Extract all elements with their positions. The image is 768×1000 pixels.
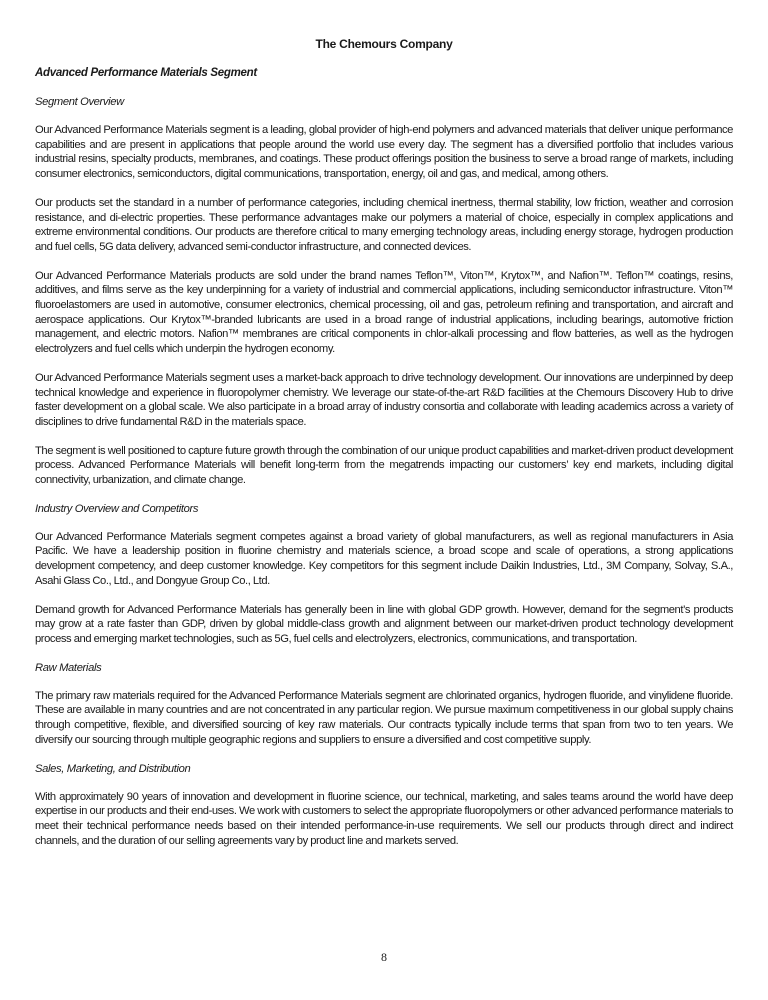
paragraph: The segment is well positioned to capture future growth through the combination of our unique product capabilities and market-driven product development process. Advanced Performance Materials will benefit long-term from the megatrends impacting our customers’ key end markets, including digital connectivity, urbanization, and climate change. [35, 444, 733, 487]
section-sales-marketing [35, 762, 733, 849]
paragraph: With approximately 90 years of innovation and development in fluorine science, our technical, marketing, and sales teams around the world have deep expertise in our products and their end-uses. We work with customers to select the appropriate fluoropolymers or other advanced performance materials to meet their technical performance needs based on their intended performance-in-use requirements. We sell our products through direct and indirect channels, and the duration of our selling agreements vary by product line and markets served. [35, 790, 733, 847]
segment-title: Advanced Performance Materials Segment [35, 67, 257, 79]
section-industry-overview [35, 502, 733, 647]
paragraph: Our Advanced Performance Materials products are sold under the brand names Teflon™, Viton™, Krytox™, and Nafion™. Teflon™ coatings, resins, additives, and films serve as the key underpinning for a variety of industrial and commercial applications, including semiconductor infrastructure. Viton™ fluoroelastomers are used in automotive, consumer electronics, chemical processing, oil and gas, petroleum refining and transportation, and aircraft and aerospace applications. Our Krytox™-branded lubricants are used in a broad range of industrial applications, including bearings, automotive friction management, and electric motors. Nafion™ membranes are critical components in chlor-alkali processing and flow batteries, as well as the hydrogen electrolyzers and fuel cells which underpin the hydrogen economy. [35, 269, 733, 356]
section-heading: Raw Materials [35, 661, 102, 674]
section-segment-overview [35, 95, 733, 488]
section-heading: Industry Overview and Competitors [35, 502, 199, 515]
paragraph: Demand growth for Advanced Performance Materials has generally been in line with global GDP growth. However, demand for the segment’s products may grow at a rate faster than GDP, driven by global middle-class growth and alignment between our market-driven product technology development process and emerging market technologies, such as 5G, fuel cells and electrolyzers, electronics, communications, and transportation. [35, 603, 733, 645]
document-page [35, 37, 733, 862]
paragraph: Our Advanced Performance Materials segment competes against a broad variety of global manufacturers, as well as regional manufacturers in Asia Pacific. We have a leadership position in fluorine chemistry and materials science, a broad scope and scale of operations, a strong applications development competency, and deep customer knowledge. Key competitors for this segment include Daikin Industries, Ltd., 3M Company, Solvay, S.A., Asahi Glass Co., Ltd., and Dongyue Group Co., Ltd. [35, 530, 733, 587]
paragraph: Our products set the standard in a number of performance categories, including chemical inertness, thermal stability, low friction, weather and corrosion resistance, and di-electric properties. These performance advantages make our polymers a material of choice, especially in complex applications and extreme environmental conditions. Our products are therefore critical to many emerging technology areas, including energy storage, hydrogen production and fuel cells, 5G data delivery, advanced semi-conductor infrastructure, and connected devices. [35, 196, 733, 253]
paragraph: Our Advanced Performance Materials segment uses a market-back approach to drive technology development. Our innovations are underpinned by deep technical knowledge and experience in fluoropolymer chemistry. We leverage our state-of-the-art R&D facilities at the Chemours Discovery Hub to drive faster development on a global scale. We also participate in a broad array of industry consortia and collaborate with leading academics across a variety of disciplines to drive fundamental R&D in the materials space. [35, 371, 733, 428]
paragraph: The primary raw materials required for the Advanced Performance Materials segment are chlorinated organics, hydrogen fluoride, and vinylidene fluoride. These are available in many countries and are not concentrated in any particular region. We pursue maximum competitiveness in our global supply chains through competitive, flexible, and diversified sourcing of key raw materials. Our contracts typically include terms that span from two to ten years. We diversify our sourcing through multiple geographic regions and suppliers to ensure a diversified and cost competitive supply. [35, 689, 733, 746]
section-heading: Segment Overview [35, 96, 124, 108]
company-title: The Chemours Company [315, 37, 453, 51]
paragraph: Our Advanced Performance Materials segment is a leading, global provider of high-end polymers and advanced materials that deliver unique performance capabilities and are present in applications that people around the world use every day. The segment has a diversified portfolio that includes various industrial resins, specialty products, membranes, and coatings. These product offerings position the business to serve a broad range of markets, including consumer electronics, semiconductors, digital communications, transportation, energy, oil and gas, and medical, among others. [35, 124, 733, 181]
page-number: 8 [381, 950, 387, 964]
section-heading: Sales, Marketing, and Distribution [35, 762, 191, 775]
section-raw-materials [35, 661, 733, 748]
